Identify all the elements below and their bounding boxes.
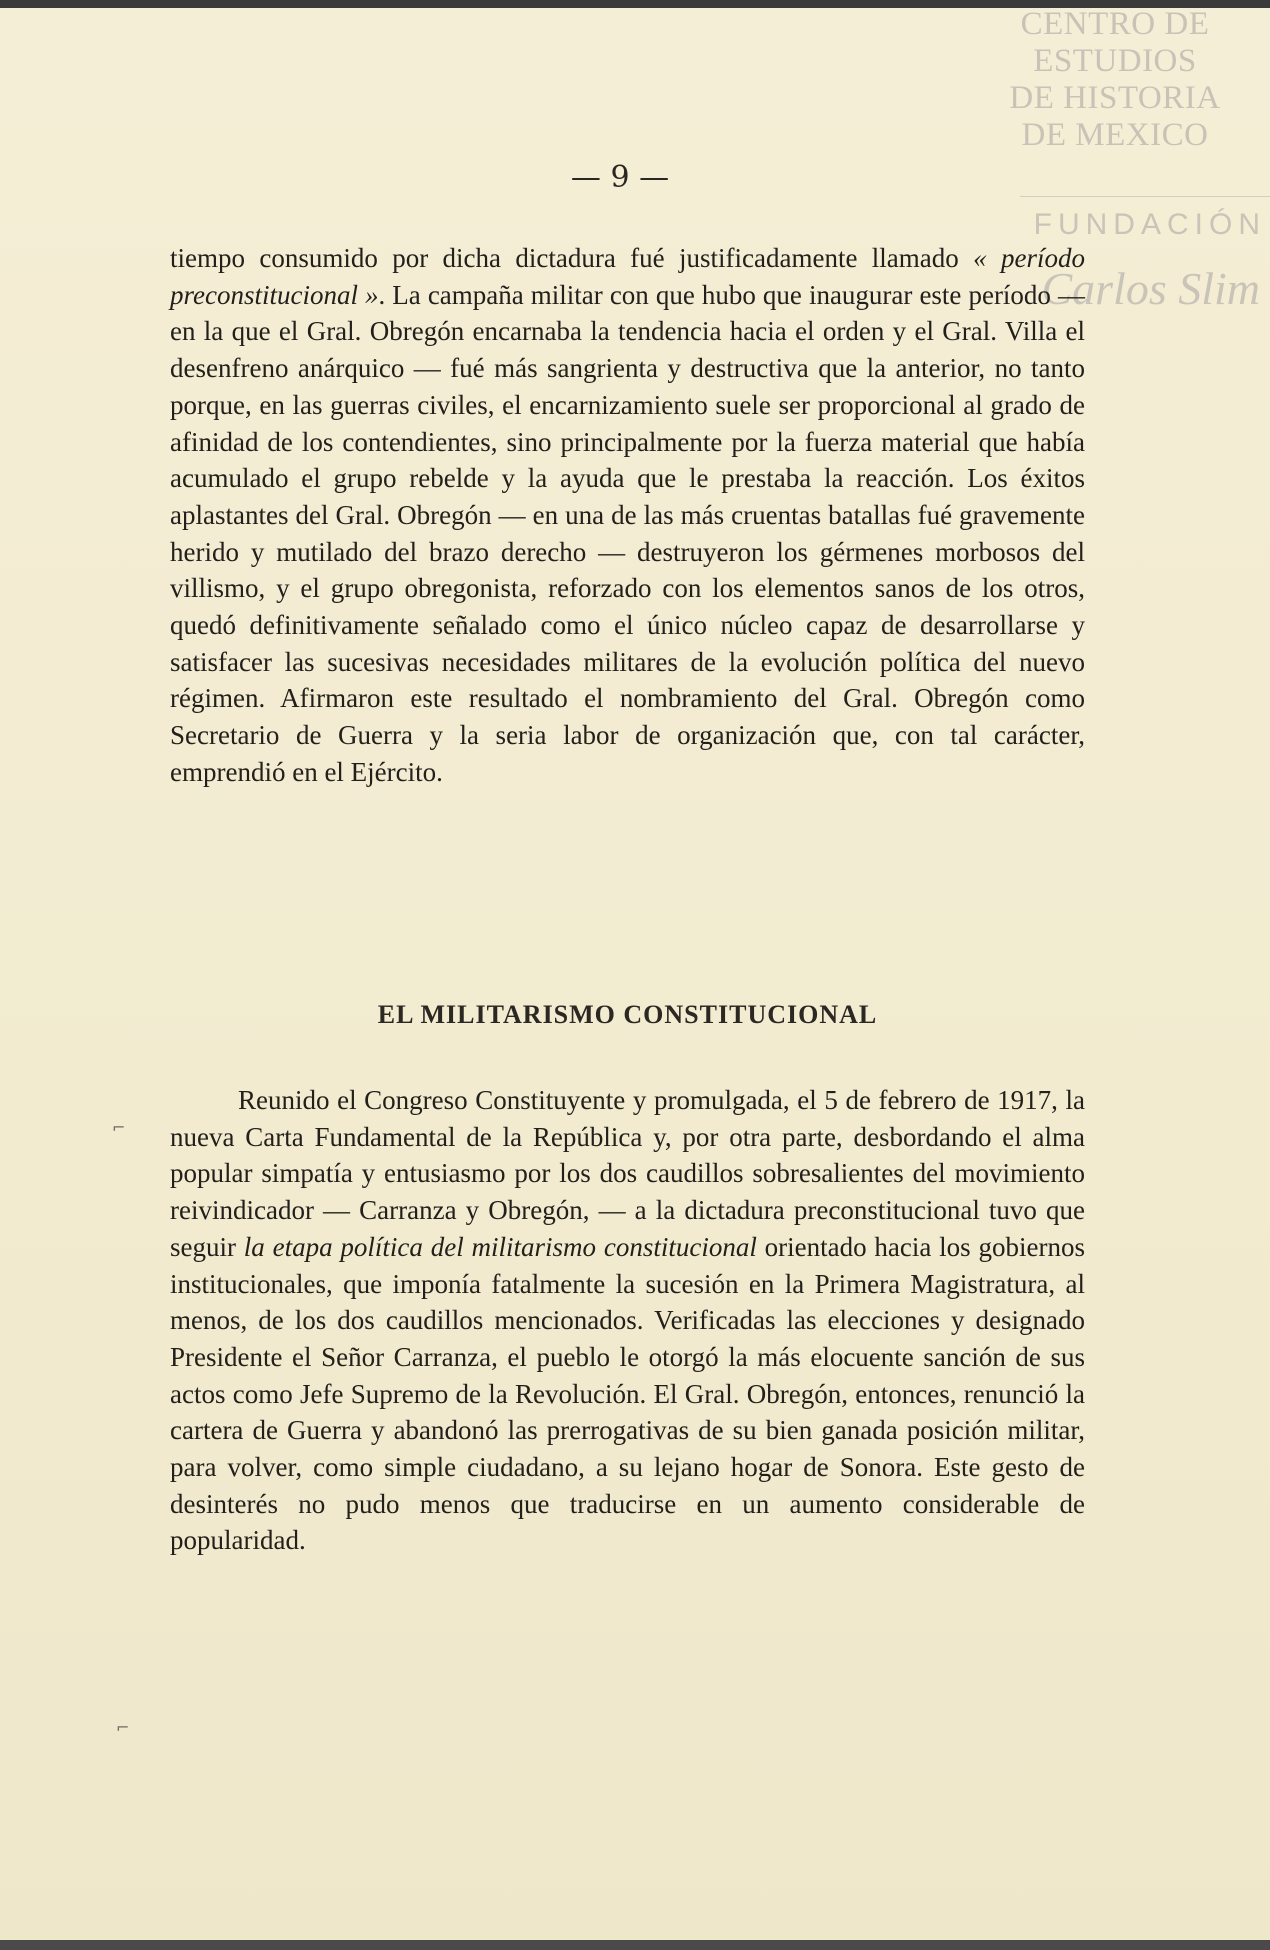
- quoted-term: « período preconstitucional »: [170, 243, 1085, 310]
- paragraph-1-text-rest: . La campaña militar con que hubo que inaugurar este período — en la que el Gral. Obregón encarnaba la tendencia hacia el orden y el Gral. Villa el desenfreno anárquico — fué más sangrienta y destructiva que la anterior, no tanto porque, en las guerras civiles, el encarnizamiento suele ser proporcional al grado de afinidad de los contendientes, sino principalmente por la fuerza material que había acumulado el grupo rebelde y la ayuda que le prestaba la reacción. Los éxitos aplastantes del Gral. Obregón — en una de las más cruentas batallas fué gravemente herido y mutilado del brazo derecho — destruyeron los gérmenes morbosos del villismo, y el grupo obregonista, reforzado con los elementos sanos de los otros, quedó definitivamente señalado como el único núcleo capaz de desarrollarse y satisfacer las sucesivas necesidades militares de la evolución política del nuevo régimen. Afirmaron este resultado el nombramiento del Gral. Obregón como Secretario de Guerra y la seria labor de organización que, con tal carácter, emprendió en el Ejército.: [170, 279, 1085, 787]
- margin-mark: ⌐: [112, 1118, 126, 1137]
- section-title: EL MILITARISMO CONSTITUCIONAL: [377, 1000, 878, 1029]
- watermark-foundation: FUNDACIÓN: [1033, 208, 1266, 241]
- scan-bottom-edge: [0, 1940, 1270, 1950]
- italic-phrase: la etapa política del militarismo constitucional: [243, 1231, 757, 1262]
- watermark-line: CENTRO DE: [1020, 6, 1210, 42]
- paragraph-1: [170, 240, 1085, 791]
- page-number: — 9 —: [570, 160, 670, 195]
- paragraph-2-text-rest: orientado hacia los gobiernos institucionales, que imponía fatalmente la sucesión en la Primera Magistratura, al menos, de los dos caudillos mencionados. Verificadas las elecciones y designado Presidente el Señor Carranza, el pueblo le otorgó la más elocuente sanción de sus actos como Jefe Supremo de la Revolución. El Gral. Obregón, entonces, renunció la cartera de Guerra y abandonó las prerrogativas de su bien ganada posición militar, para volver, como simple ciudadano, a su lejano hogar de Sonora. Este gesto de desinterés no pudo menos que traducirse en un aumento considerable de popularidad.: [170, 1231, 1085, 1556]
- watermark-institution: [980, 6, 1250, 154]
- paragraph-2-text-start: Reunido el Congreso Constituyente y promulgada, el 5 de febrero de 1917, la nueva Carta Fundamental de la República y, por otra parte, desbordando el alma popular simpatía y entusiasmo por los dos caudillos sobresalientes del movimiento reivindicador — Carranza y Obregón, — a la dictadura preconstitucional tuvo que seguir: [170, 1085, 1085, 1262]
- watermark-divider: [1020, 196, 1270, 197]
- watermark-line: DE HISTORIA: [1009, 80, 1221, 116]
- watermark-line: DE MEXICO: [1021, 117, 1209, 153]
- watermark-signature: Carlos Slim: [1041, 263, 1260, 314]
- watermark-line: ESTUDIOS: [1033, 43, 1197, 79]
- margin-mark: ⌐: [116, 1718, 130, 1737]
- paragraph-2: [170, 1082, 1085, 1559]
- paragraph-1-text-start: tiempo consumido por dicha dictadura fué justificadamente llamado: [170, 243, 974, 273]
